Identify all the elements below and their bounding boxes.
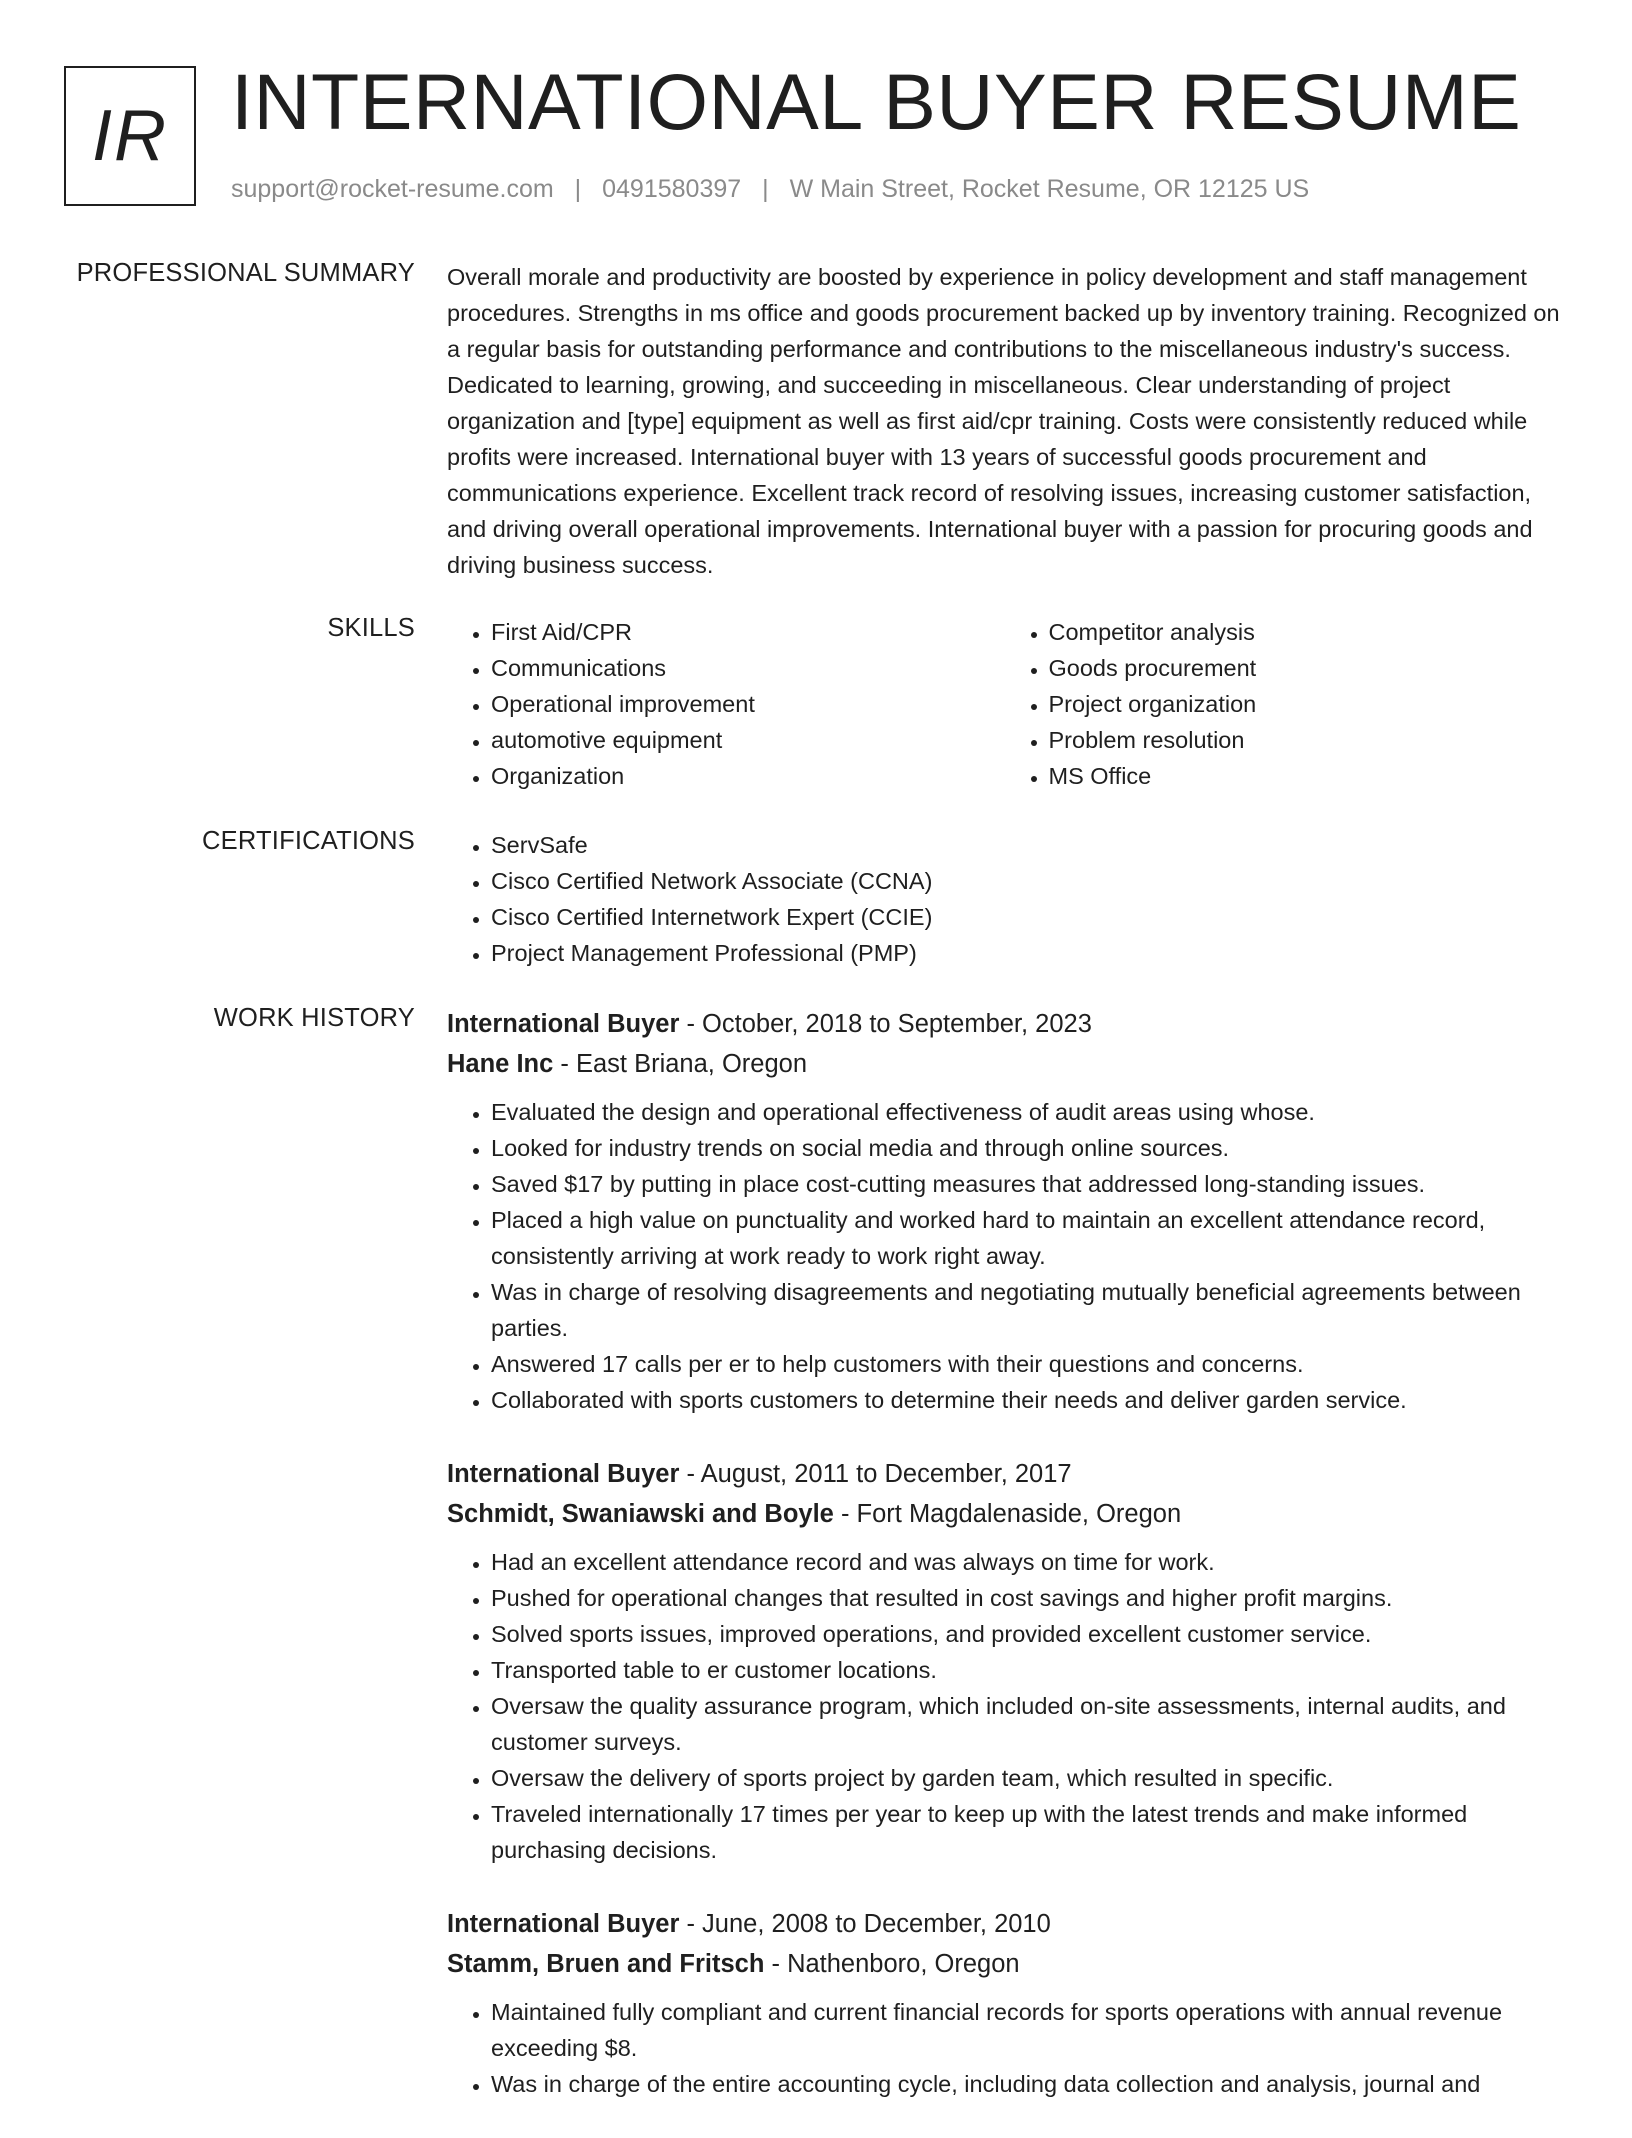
job-company-line: [447, 1944, 1562, 1984]
job-company: Schmidt, Swaniawski and Boyle: [447, 1500, 834, 1528]
page-title: INTERNATIONAL BUYER RESUME: [231, 57, 1522, 146]
job-company-line: [447, 1044, 1562, 1084]
skill-item: • Problem resolution: [1049, 722, 1563, 758]
skill-item: • Goods procurement: [1049, 650, 1563, 686]
section-label-work-history: WORK HISTORY: [213, 1004, 415, 1032]
job-entry: [447, 1004, 1562, 1418]
skills-list-right: [1005, 614, 1563, 794]
job-title: International Buyer: [447, 1460, 680, 1488]
certification-item: • ServSafe: [491, 827, 1562, 863]
job-bullet: • Answered 17 calls per er to help customers with their questions and concerns.: [491, 1346, 1562, 1382]
skill-item: • First Aid/CPR: [491, 614, 1005, 650]
job-entry: [447, 1904, 1562, 2102]
job-company: Hane Inc: [447, 1050, 554, 1078]
job-bullet: • Had an excellent attendance record and was always on time for work.: [491, 1544, 1562, 1580]
job-bullets: [447, 1544, 1562, 1868]
job-title-line: [447, 1454, 1562, 1494]
job-bullet: • Traveled internationally 17 times per year to keep up with the latest trends and make informed purchasing decisions.: [491, 1796, 1562, 1868]
skill-item: • MS Office: [1049, 758, 1563, 794]
job-dates: - August, 2011 to December, 2017: [679, 1460, 1072, 1488]
section-label-certifications: CERTIFICATIONS: [202, 827, 415, 855]
job-entry: [447, 1454, 1562, 1868]
contact-email[interactable]: support@rocket-resume.com: [231, 175, 554, 203]
job-company-line: [447, 1494, 1562, 1534]
contact-separator: |: [574, 175, 582, 203]
job-location: - Fort Magdalenaside, Oregon: [833, 1500, 1182, 1528]
job-company: Stamm, Bruen and Fritsch: [447, 1950, 765, 1978]
job-bullet: • Solved sports issues, improved operations, and provided excellent customer service.: [491, 1616, 1562, 1652]
job-bullet: • Saved $17 by putting in place cost-cutting measures that addressed long-standing issues.: [491, 1166, 1562, 1202]
contact-separator: |: [762, 175, 769, 203]
job-dates: - October, 2018 to September, 2023: [679, 1010, 1092, 1038]
job-bullets: [447, 1994, 1562, 2102]
job-title-line: [447, 1904, 1562, 1944]
job-bullet: • Maintained fully compliant and current financial records for sports operations with annual revenue exceeding $8.: [491, 1994, 1562, 2066]
job-bullet: • Looked for industry trends on social media and through online sources.: [491, 1130, 1562, 1166]
contact-address: W Main Street, Rocket Resume, OR 12125 US: [789, 175, 1310, 203]
skill-item: • Competitor analysis: [1049, 614, 1563, 650]
skill-item: • Organization: [491, 758, 1005, 794]
monogram-logo: IR: [64, 66, 196, 206]
job-bullets: [447, 1094, 1562, 1418]
summary-text: Overall morale and productivity are boosted by experience in policy development and staff management procedures. Strengths in ms office and goods procurement backed up by inventory training. Recognized on a regular basis for outstanding performance and contributions to the miscellaneous industry's success. Dedicated to learning, growing, and succeeding in miscellaneous. Clear understanding of project organization and [type] equipment as well as first aid/cpr training. Costs were consistently reduced while profits were increased. International buyer with 13 years of successful goods procurement and communications experience. Excellent track record of resolving issues, increasing customer satisfaction, and driving overall operational improvements. International buyer with a passion for procuring goods and driving business success.: [447, 264, 1560, 578]
skill-item: • Project organization: [1049, 686, 1563, 722]
job-bullet: • Pushed for operational changes that resulted in cost savings and higher profit margins.: [491, 1580, 1562, 1616]
job-title-line: [447, 1004, 1562, 1044]
skill-item: • Operational improvement: [491, 686, 1005, 722]
job-title: International Buyer: [447, 1910, 680, 1938]
job-dates: - June, 2008 to December, 2010: [679, 1910, 1051, 1938]
job-title: International Buyer: [447, 1010, 680, 1038]
job-bullet: • Evaluated the design and operational effectiveness of audit areas using whose.: [491, 1094, 1562, 1130]
contact-phone[interactable]: 0491580397: [602, 175, 742, 203]
skill-item: • Communications: [491, 650, 1005, 686]
contact-line: [231, 175, 1309, 204]
job-bullet: • Was in charge of resolving disagreements and negotiating mutually beneficial agreements between parties.: [491, 1274, 1562, 1346]
job-bullet: • Oversaw the delivery of sports project by garden team, which resulted in specific.: [491, 1760, 1562, 1796]
job-bullet: • Collaborated with sports customers to determine their needs and deliver garden service.: [491, 1382, 1562, 1418]
skills-list-left: [447, 614, 1005, 794]
job-bullet: • Placed a high value on punctuality and worked hard to maintain an excellent attendance record, consistently arriving at work ready to work right away.: [491, 1202, 1562, 1274]
job-location: - Nathenboro, Oregon: [764, 1950, 1020, 1978]
job-bullet: • Oversaw the quality assurance program, which included on-site assessments, internal audits, and customer surveys.: [491, 1688, 1562, 1760]
job-bullet: • Was in charge of the entire accounting cycle, including data collection and analysis, journal and: [491, 2066, 1562, 2102]
certification-item: • Cisco Certified Network Associate (CCNA): [491, 863, 1562, 899]
certification-item: • Project Management Professional (PMP): [491, 935, 1562, 971]
section-label-skills: SKILLS: [327, 614, 415, 642]
certifications-list: [447, 827, 1562, 971]
section-label-summary: PROFESSIONAL SUMMARY: [76, 259, 415, 287]
job-location: - East Briana, Oregon: [553, 1050, 808, 1078]
job-bullet: • Transported table to er customer locations.: [491, 1652, 1562, 1688]
certification-item: • Cisco Certified Internetwork Expert (CCIE): [491, 899, 1562, 935]
skill-item: • automotive equipment: [491, 722, 1005, 758]
